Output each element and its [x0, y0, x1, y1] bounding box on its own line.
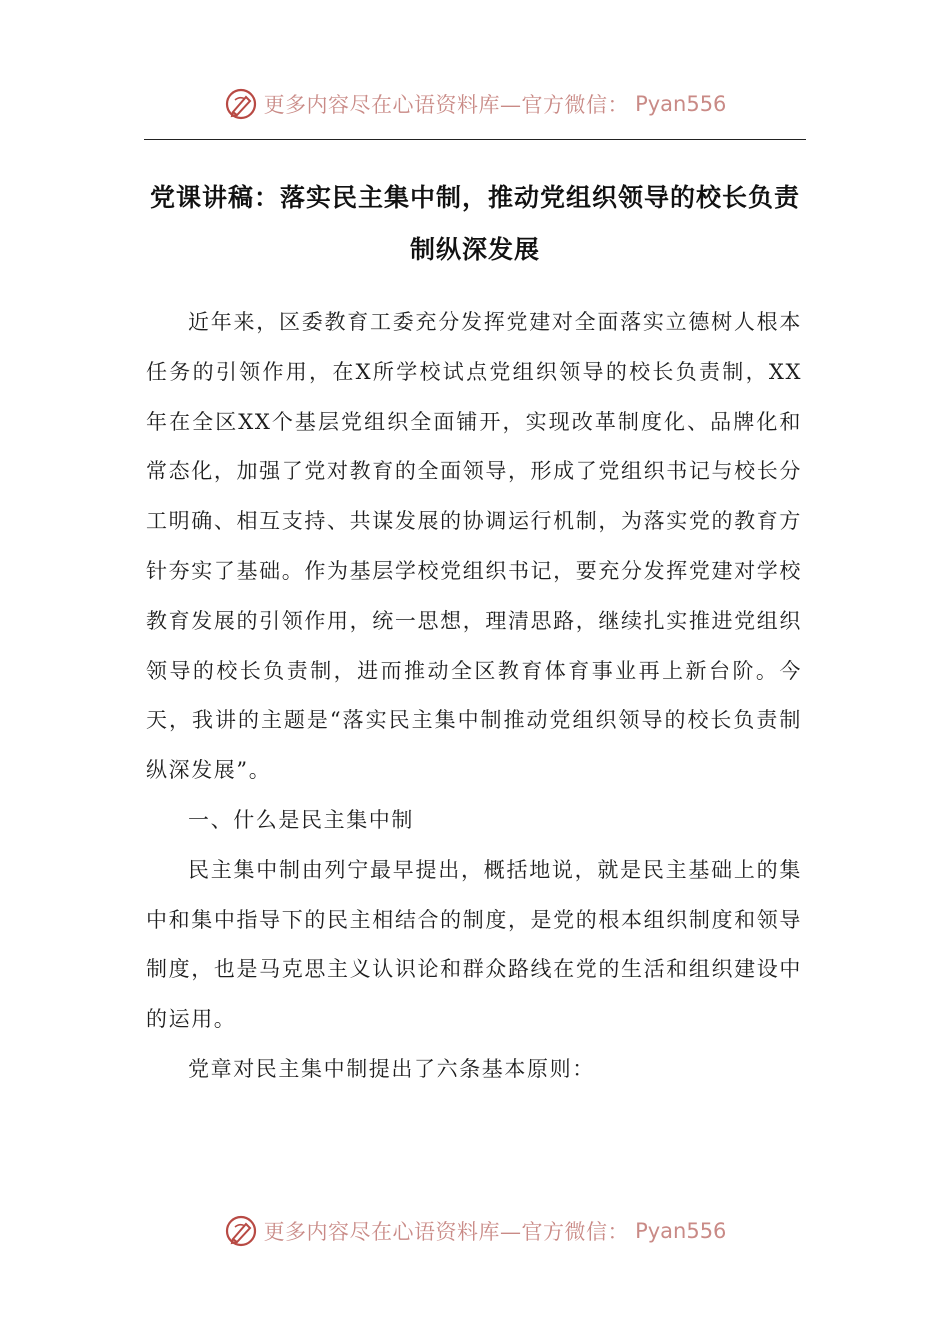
definition-paragraph: 民主集中制由列宁最早提出，概括地说，就是民主基础上的集中和集中指导下的民主相结合的制度，是党的根本组织制度和领导制度，也是马克思主义认识论和群众路线在党的生活和组织建设中的运用。 [146, 857, 802, 1032]
intro-paragraph: 近年来，区委教育工委充分发挥党建对全面落实立德树人根本任务的引领作用，在X所学校试点党组织领导的校长负责制，XX年在全区XX个基层党组织全面铺开，实现改革制度化、品牌化和常态化，加强了党对教育的全面领导，形成了党组织书记与校长分工明确、相互支持、共谋发展的协调运行机制，为落实党的教育方针夯实了基础。作为基层学校党组织书记，要充分发挥党建对学校教育发展的引领作用，统一思想，理清思路，继续扎实推进党组织领导的校长负责制，进而推动全区教育体育事业再上新台阶。今天，我讲的主题是“落实民主集中制推动党组织领导的校长负责制纵深发展”。 [146, 310, 802, 783]
principles-lead-paragraph: 党章对民主集中制提出了六条基本原则： [188, 1056, 595, 1081]
footer-banner [0, 1211, 950, 1251]
pen-logo-icon [224, 87, 258, 121]
document-body [146, 298, 802, 1095]
header-divider [144, 139, 806, 140]
footer-banner-text: 更多内容尽在心语资料库—官方微信： [263, 1220, 630, 1244]
footer-banner-contact: Pyan556 [635, 1219, 727, 1243]
section-heading-1: 一、什么是民主集中制 [188, 807, 414, 832]
header-banner-text: 更多内容尽在心语资料库—官方微信： [263, 93, 630, 117]
pen-logo-icon [224, 1214, 258, 1248]
header-banner [0, 84, 950, 124]
document-title: 党课讲稿：落实民主集中制，推动党组织领导的校长负责制纵深发展 [149, 183, 800, 264]
header-banner-contact: Pyan556 [635, 92, 727, 116]
